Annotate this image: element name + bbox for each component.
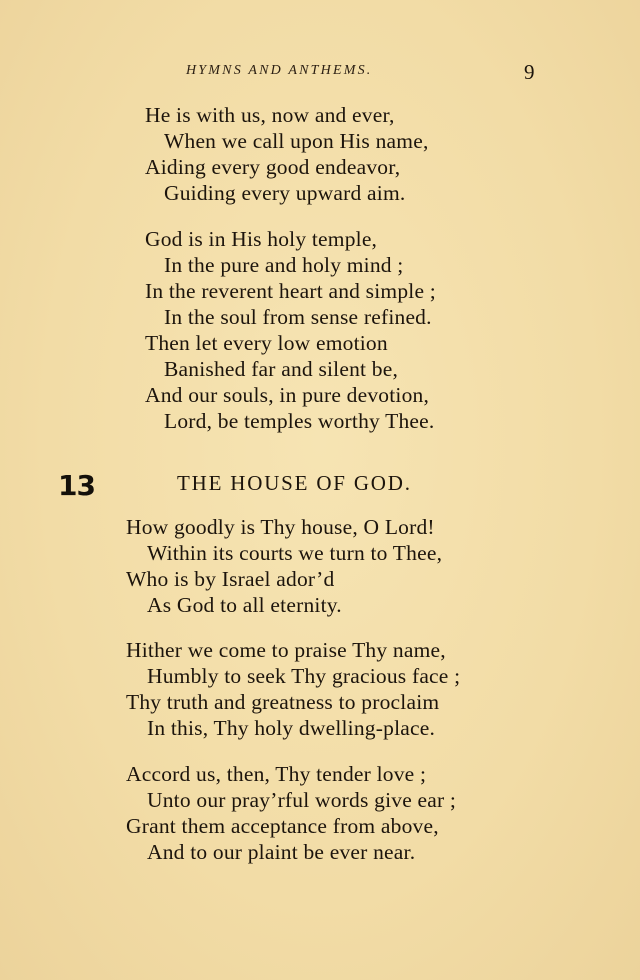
verse-line: Banished far and silent be, <box>164 357 399 381</box>
verse-line: In this, Thy holy dwelling-place. <box>147 716 436 740</box>
verse-line: In the reverent heart and simple ; <box>145 279 436 303</box>
verse-line: Guiding every upward aim. <box>164 181 406 205</box>
hymn-number: 13 <box>58 469 95 502</box>
verse-line: He is with us, now and ever, <box>145 103 395 127</box>
verse-line: Humbly to seek Thy gracious face ; <box>147 664 461 688</box>
verse-line: How goodly is Thy house, O Lord! <box>126 515 435 539</box>
running-head: HYMNS AND ANTHEMS. <box>186 63 373 78</box>
verse-line: Who is by Israel ador’d <box>126 567 335 591</box>
verse-line: Within its courts we turn to Thee, <box>147 541 443 565</box>
verse-line: In the soul from sense refined. <box>164 305 432 329</box>
verse-line: As God to all eternity. <box>147 593 342 617</box>
verse-line: Accord us, then, Thy tender love ; <box>126 762 427 786</box>
verse-line: Then let every low emotion <box>145 331 388 355</box>
hymn-title: THE HOUSE OF GOD. <box>177 471 412 495</box>
verse-line: And our souls, in pure devotion, <box>145 383 430 407</box>
verse-line: Aiding every good endeavor, <box>145 155 401 179</box>
verse-line: Grant them acceptance from above, <box>126 814 439 838</box>
verse-line: Lord, be temples worthy Thee. <box>164 409 435 433</box>
verse-line: God is in His holy temple, <box>145 227 378 251</box>
verse-line: Hither we come to praise Thy name, <box>126 638 446 662</box>
verse-line: And to our plaint be ever near. <box>147 840 416 864</box>
verse-line: Unto our pray’rful words give ear ; <box>147 788 457 812</box>
page-number: 9 <box>524 60 535 84</box>
verse-line: Thy truth and greatness to proclaim <box>126 690 440 714</box>
verse-line: When we call upon His name, <box>164 129 429 153</box>
verse-line: In the pure and holy mind ; <box>164 253 404 277</box>
